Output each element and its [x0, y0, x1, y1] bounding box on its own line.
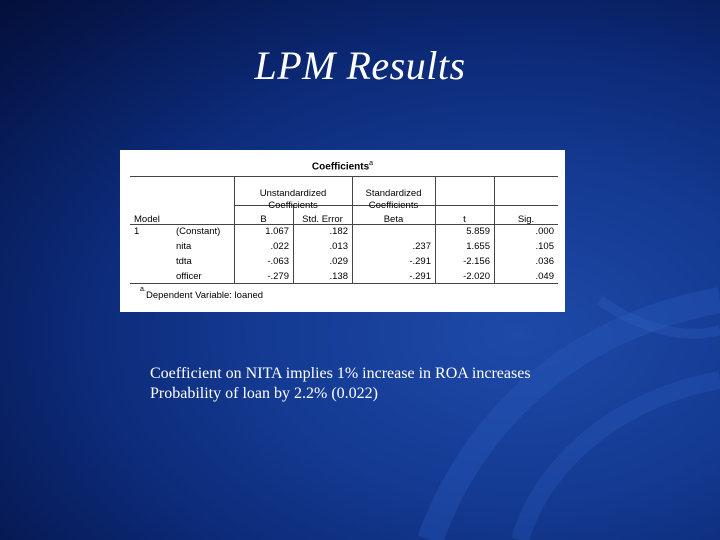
cell-t: 1.655	[466, 241, 490, 252]
table-footnote	[140, 286, 264, 301]
cell-b: -.063	[267, 256, 289, 267]
cell-t: -2.156	[463, 256, 490, 267]
footnote-mark: a.	[140, 286, 146, 293]
cell-t: -2.020	[463, 271, 490, 282]
cell-sig: .049	[535, 271, 554, 282]
cell-sig: .000	[535, 226, 554, 237]
cell-std-error: .138	[329, 271, 348, 282]
footnote-text: Dependent Variable: loaned	[146, 290, 264, 301]
cell-t: 5.859	[466, 226, 490, 237]
header-standardized: Standardized	[365, 188, 422, 199]
header-unstandardized: Unstandardized	[259, 188, 327, 199]
coefficients-table	[120, 150, 565, 312]
cell-sig: .036	[535, 256, 554, 267]
body-line: Coefficient on NITA implies 1% increase in ROA increases	[150, 365, 531, 382]
model-number: 1	[134, 226, 140, 237]
table-title: Coefficients$^a$	[311, 160, 374, 173]
cell-b: 1.067	[265, 226, 289, 237]
header-standardized-coefficients: Coefficients	[368, 200, 419, 211]
header-unstandardized-coefficients: Coefficients	[268, 200, 318, 211]
header-beta: Beta	[383, 214, 404, 225]
row-label: tdta	[176, 256, 192, 267]
cell-beta: -.291	[409, 271, 431, 282]
header-t: t	[463, 214, 466, 225]
cell-std-error: .029	[329, 256, 348, 267]
cell-sig: .105	[535, 241, 554, 252]
table-grid	[130, 176, 558, 290]
cell-beta: .237	[412, 241, 431, 252]
row-label: (Constant)	[176, 226, 221, 237]
row-label: officer	[176, 271, 202, 282]
header-b: B	[260, 214, 267, 225]
cell-std-error: .013	[329, 241, 348, 252]
cell-b: .022	[270, 241, 289, 252]
cell-beta: -.291	[409, 256, 431, 267]
header-model: Model	[134, 214, 160, 225]
row-label: nita	[176, 241, 192, 252]
body-line: Probability of loan by 2.2% (0.022)	[150, 385, 378, 402]
header-sig: Sig.	[517, 214, 535, 225]
header-std-error: Std. Error	[302, 214, 343, 225]
cell-std-error: .182	[329, 226, 348, 237]
slide-body-text	[150, 364, 630, 404]
slide-title: LPM Results	[254, 43, 466, 88]
cell-b: -.279	[267, 271, 289, 282]
